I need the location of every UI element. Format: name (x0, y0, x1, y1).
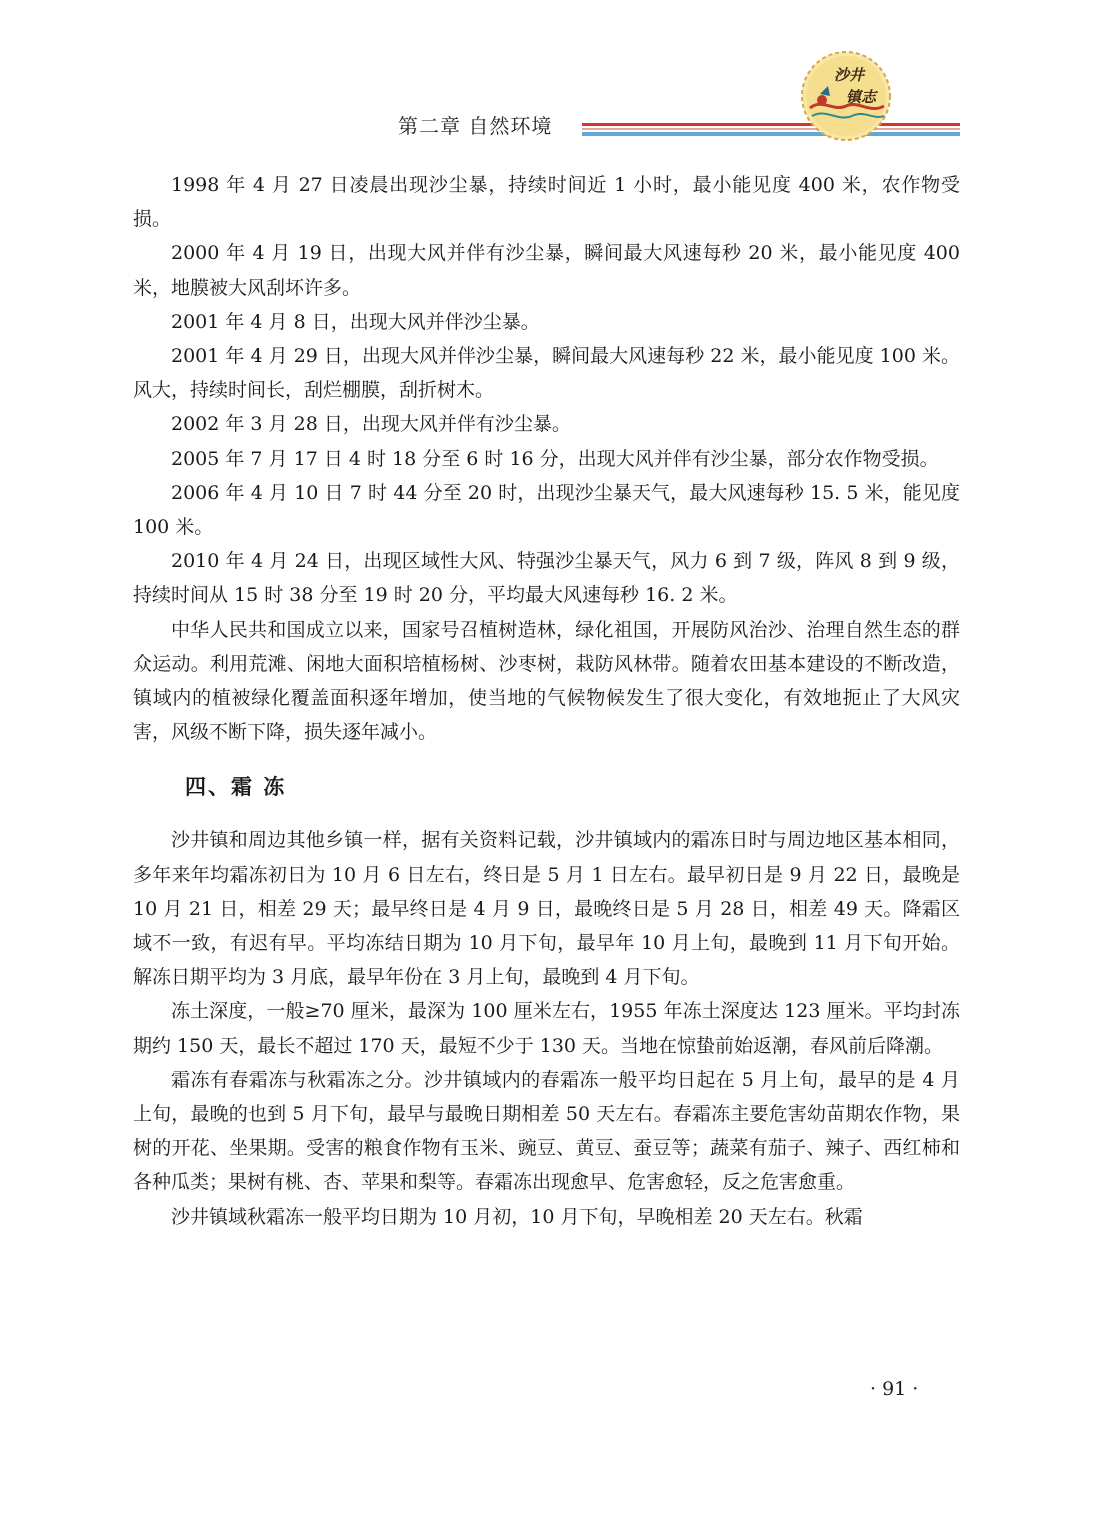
seal-text-line2: 镇志 (846, 88, 877, 106)
paragraph: 霜冻有春霜冻与秋霜冻之分。沙井镇域内的春霜冻一般平均日起在 5 月上旬，最早的是 4 月上旬，最晚的也到 5 月下旬，最早与最晚日期相差 50 天左右。春霜冻主要危害幼苗期农作物，果树的开花、坐果期。受害的粮食作物有玉米、豌豆、黄豆、蚕豆等；蔬菜有茄子、辣子、西红柿和各种瓜类；果树有桃、杏、苹果和梨等。春霜冻出现愈早、危害愈轻，反之危害愈重。 (133, 1068, 960, 1194)
paragraph: 2006 年 4 月 10 日 7 时 44 分至 20 时，出现沙尘暴天气，最大风速每秒 15. 5 米，能见度 100 米。 (133, 481, 960, 539)
section-heading: 四、霜 冻 (185, 775, 287, 800)
chapter-title: 第二章 自然环境 (398, 114, 553, 138)
town-chronicle-seal-icon (800, 50, 892, 142)
paragraph: 2005 年 7 月 17 日 4 时 18 分至 6 时 16 分，出现大风并伴有沙尘暴，部分农作物受损。 (171, 447, 939, 470)
header-rule (582, 123, 960, 137)
page-number: · 91 · (870, 1378, 919, 1400)
page-header (0, 0, 1093, 150)
paragraph: 冻土深度，一般≥70 厘米，最深为 100 厘米左右，1955 年冻土深度达 123 厘米。平均封冻期约 150 天，最长不超过 170 天，最短不少于 130 天。当地在惊蛰前始返潮，春风前后降潮。 (133, 1000, 960, 1057)
paragraph: 沙井镇和周边其他乡镇一样，据有关资料记载，沙井镇域内的霜冻日时与周边地区基本相同，多年来年均霜冻初日为 10 月 6 日左右，终日是 5 月 1 日左右。最早初日是 9 月 22 日，最晚是 10 月 21 日，相差 29 天；最早终日是 4 月 9 日，最晚终日是 5 月 28 日，相差 49 天。降霜区域不一致，有迟有早。平均冻结日期为 10 月下旬，最早年 10 月上旬，最晚到 11 月下旬开始。解冻日期平均为 3 月底，最早年份在 3 月上旬，最晚到 4 月下旬。 (133, 829, 960, 989)
paragraph: 2010 年 4 月 24 日，出现区域性大风、特强沙尘暴天气，风力 6 到 7 级，阵风 8 到 9 级，持续时间从 15 时 38 分至 19 时 20 分，平均最大风速每秒 16. 2 米。 (133, 550, 960, 607)
paragraph: 沙井镇域秋霜冻一般平均日期为 10 月初，10 月下旬，早晚相差 20 天左右。秋霜 (171, 1205, 863, 1228)
paragraph: 2001 年 4 月 8 日，出现大风并伴沙尘暴。 (171, 310, 540, 333)
paragraph: 1998 年 4 月 27 日凌晨出现沙尘暴，持续时间近 1 小时，最小能见度 400 米，农作物受损。 (133, 174, 960, 231)
paragraph: 2002 年 3 月 28 日，出现大风并伴有沙尘暴。 (171, 413, 571, 436)
seal-text-line1: 沙井 (834, 66, 865, 84)
paragraph: 中华人民共和国成立以来，国家号召植树造林，绿化祖国，开展防风治沙、治理自然生态的群众运动。利用荒滩、闲地大面积培植杨树、沙枣树，栽防风林带。随着农田基本建设的不断改造，镇域内的植被绿化覆盖面积逐年增加，使当地的气候物候发生了很大变化，有效地扼止了大风灾害，风级不断下降，损失逐年减小。 (133, 618, 960, 744)
paragraph: 2000 年 4 月 19 日，出现大风并伴有沙尘暴，瞬间最大风速每秒 20 米，最小能见度 400 米，地膜被大风刮坏许多。 (133, 242, 960, 299)
page-body (133, 168, 960, 1234)
paragraph: 2001 年 4 月 29 日，出现大风并伴沙尘暴，瞬间最大风速每秒 22 米，最小能见度 100 米。风大，持续时间长，刮烂棚膜，刮折树木。 (133, 345, 960, 402)
